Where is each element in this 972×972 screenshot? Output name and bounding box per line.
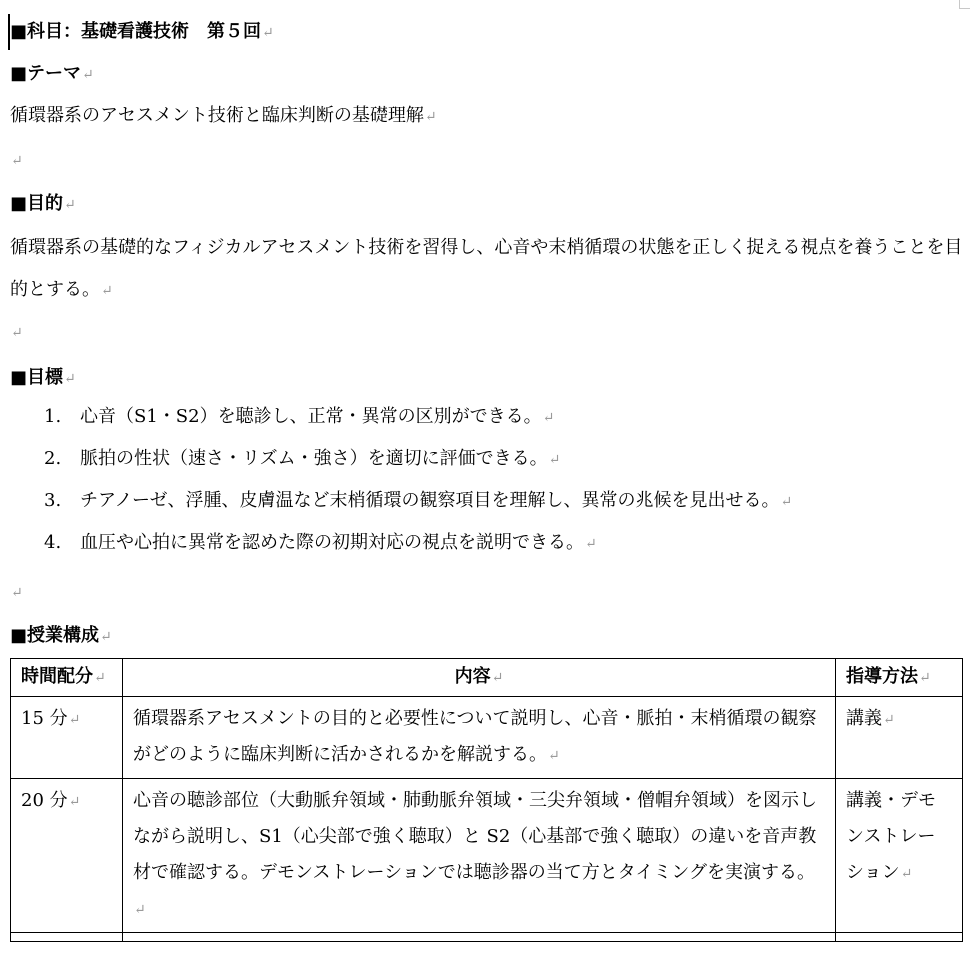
list-number: 3. xyxy=(44,490,62,511)
list-item[interactable] xyxy=(44,528,792,570)
header-method[interactable]: 指導方法↵ xyxy=(836,659,963,697)
paragraph-mark: ↵ xyxy=(68,712,81,728)
cell-method[interactable] xyxy=(836,933,963,942)
paragraph-mark: ↵ xyxy=(491,670,504,686)
paragraph-mark: ↵ xyxy=(424,109,437,125)
table-header-row xyxy=(11,659,963,697)
list-item-text: 脈拍の性状（速さ・リズム・強さ）を適切に評価できる。 xyxy=(80,448,548,469)
paragraph-mark: ↵ xyxy=(64,371,76,387)
table-row xyxy=(11,933,963,942)
empty-paragraph[interactable] xyxy=(10,580,23,605)
theme-text[interactable]: 循環器系のアセスメント技術と臨床判断の基礎理解↵ xyxy=(10,105,437,126)
list-item-text: 心音（S1・S2）を聴診し、正常・異常の区別ができる。 xyxy=(80,406,542,427)
list-item[interactable] xyxy=(44,486,792,528)
list-number: 1. xyxy=(44,406,62,427)
cell-content[interactable]: 心音の聴診部位（大動脈弁領域・肺動脈弁領域・三尖弁領域・僧帽弁領域）を図示しながら説明し、S1（心尖部で強く聴取）と S2（心基部で強く聴取）の違いを音声教材で確認する。デモンストレーションでは聴診器の当て方とタイミングを実演する。↵ xyxy=(123,779,836,933)
header-time[interactable]: 時間配分↵ xyxy=(11,659,123,697)
paragraph-mark: ↵ xyxy=(585,536,597,552)
empty-paragraph[interactable] xyxy=(10,320,23,345)
cell-method[interactable]: 講義・デモンストレーション↵ xyxy=(836,779,963,933)
structure-heading[interactable]: ■授業構成↵ xyxy=(10,625,112,646)
subject-heading[interactable]: ■科目：基礎看護技術 第５回↵ xyxy=(10,21,274,42)
table-row xyxy=(11,697,963,779)
cell-content[interactable]: 循環器系アセスメントの目的と必要性について説明し、心音・脈拍・末梢循環の観察がどのように臨床判断に活かされるかを解説する。↵ xyxy=(123,697,836,779)
list-item[interactable] xyxy=(44,444,792,486)
list-item-text: チアノーゼ、浮腫、皮膚温など末梢循環の観察項目を理解し、異常の兆候を見出せる。 xyxy=(80,490,780,511)
cell-method[interactable]: 講義↵ xyxy=(836,697,963,779)
paragraph-mark: ↵ xyxy=(883,712,895,728)
paragraph-mark: ↵ xyxy=(94,670,106,686)
paragraph-mark: ↵ xyxy=(900,866,913,882)
empty-paragraph[interactable] xyxy=(10,148,23,173)
page-corner-mark xyxy=(959,0,970,9)
list-item-text: 血圧や心拍に異常を認めた際の初期対応の視点を説明できる。 xyxy=(80,532,584,553)
cell-time[interactable]: 15 分↵ xyxy=(11,697,123,779)
cell-content[interactable] xyxy=(123,933,836,942)
schedule-table xyxy=(10,658,963,942)
paragraph-mark: ↵ xyxy=(542,410,555,426)
paragraph-mark: ↵ xyxy=(82,67,94,83)
paragraph-mark: ↵ xyxy=(11,585,23,601)
paragraph-mark: ↵ xyxy=(101,283,113,299)
paragraph-mark: ↵ xyxy=(100,629,112,645)
cell-time[interactable]: 20 分↵ xyxy=(11,779,123,933)
theme-heading[interactable]: ■テーマ↵ xyxy=(10,63,94,84)
list-number: 2. xyxy=(44,448,62,469)
paragraph-mark: ↵ xyxy=(68,794,81,810)
paragraph-mark: ↵ xyxy=(919,670,931,686)
paragraph-mark: ↵ xyxy=(11,153,23,169)
goals-list xyxy=(44,402,792,570)
paragraph-mark: ↵ xyxy=(262,25,274,41)
header-content[interactable]: 内容↵ xyxy=(123,659,836,697)
paragraph-mark: ↵ xyxy=(548,452,561,468)
paragraph-mark: ↵ xyxy=(548,748,560,764)
goals-heading[interactable]: ■目標↵ xyxy=(10,367,76,388)
paragraph-mark: ↵ xyxy=(11,325,23,341)
table-row xyxy=(11,779,963,933)
purpose-heading[interactable]: ■目的↵ xyxy=(10,193,76,214)
paragraph-mark: ↵ xyxy=(780,494,793,510)
list-number: 4. xyxy=(44,532,62,553)
paragraph-mark: ↵ xyxy=(64,197,76,213)
cell-time[interactable] xyxy=(11,933,123,942)
purpose-text[interactable]: 循環器系の基礎的なフィジカルアセスメント技術を習得し、心音や末梢循環の状態を正しく捉える視点を養うことを目的とする。↵ xyxy=(10,237,963,300)
paragraph-mark: ↵ xyxy=(134,902,146,918)
list-item[interactable] xyxy=(44,402,792,444)
